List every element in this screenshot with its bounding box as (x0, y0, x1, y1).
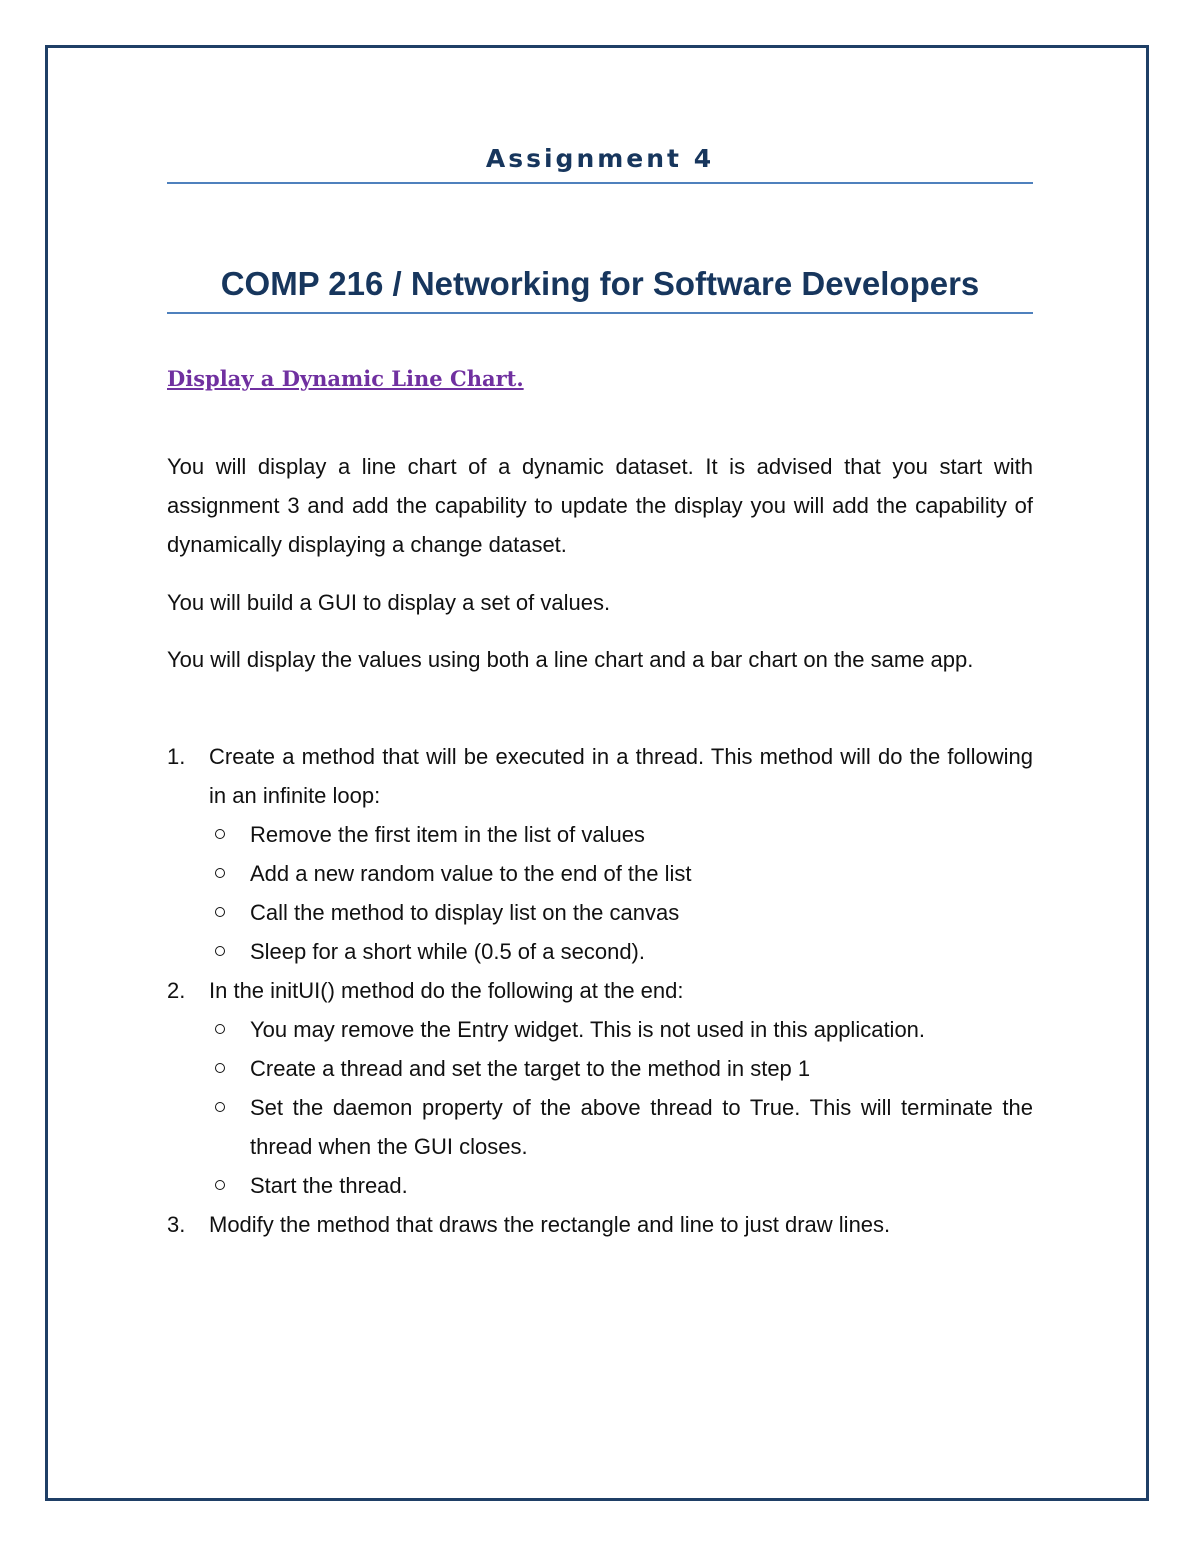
sub-item-text: Sleep for a short while (0.5 of a second). (250, 939, 645, 964)
sub-list-item (209, 932, 1033, 971)
step-number: 1. (167, 744, 186, 769)
circle-bullet-icon (215, 1102, 225, 1112)
step-text: Modify the method that draws the rectangle and line to just draw lines. (209, 1212, 891, 1237)
step-2-sub-list (209, 1010, 1033, 1205)
sub-item-text: You may remove the Entry widget. This is not used in this application. (250, 1017, 926, 1042)
display-paragraph: You will display the values using both a line chart and a bar chart on the same app. (167, 647, 974, 672)
sub-list-item (209, 854, 1033, 893)
step-1 (167, 737, 1033, 971)
circle-bullet-icon (215, 1024, 225, 1034)
sub-list-item (209, 1088, 1033, 1166)
circle-bullet-icon (215, 829, 225, 839)
intro-paragraph: You will display a line chart of a dynamic dataset. It is advised that you start with assignment 3 and add the capability to update the display you will add the capability of dynamically displaying a change dataset. (167, 454, 1033, 557)
step-text: Create a method that will be executed in a thread. This method will do the following in an infinite loop: (209, 744, 1033, 808)
sub-list-item (209, 1166, 1033, 1205)
step-2 (167, 971, 1033, 1205)
sub-item-text: Add a new random value to the end of the list (250, 861, 692, 886)
sub-item-text: Set the daemon property of the above thread to True. This will terminate the thread when the GUI closes. (250, 1095, 1033, 1159)
sub-list-item (209, 893, 1033, 932)
step-1-sub-list (209, 815, 1033, 971)
course-title: COMP 216 / Networking for Software Developers (220, 265, 980, 302)
step-3 (167, 1205, 1033, 1244)
circle-bullet-icon (215, 946, 225, 956)
circle-bullet-icon (215, 907, 225, 917)
step-number: 3. (167, 1212, 186, 1237)
step-text: In the initUI() method do the following at the end: (209, 978, 684, 1003)
sub-item-text: Create a thread and set the target to the method in step 1 (250, 1056, 811, 1081)
section-heading: Display a Dynamic Line Chart. (167, 366, 524, 391)
assignment-title: Assignment 4 (485, 144, 715, 173)
step-number: 2. (167, 978, 186, 1003)
course-title-divider (167, 312, 1033, 314)
steps-list (167, 737, 1033, 1244)
sub-item-text: Remove the first item in the list of values (250, 822, 645, 847)
sub-item-text: Call the method to display list on the canvas (250, 900, 680, 925)
sub-list-item (209, 815, 1033, 854)
sub-list-item (209, 1010, 1033, 1049)
sub-list-item (209, 1049, 1033, 1088)
circle-bullet-icon (215, 1063, 225, 1073)
gui-paragraph: You will build a GUI to display a set of values. (167, 590, 611, 615)
sub-item-text: Start the thread. (250, 1173, 408, 1198)
circle-bullet-icon (215, 868, 225, 878)
circle-bullet-icon (215, 1180, 225, 1190)
title-divider (167, 182, 1033, 184)
